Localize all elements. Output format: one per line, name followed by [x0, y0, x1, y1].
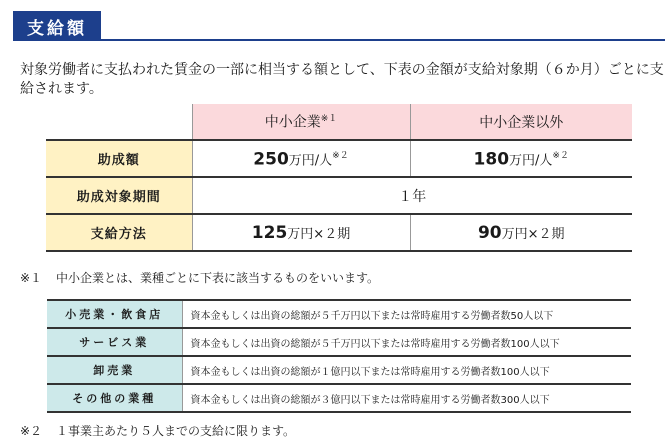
other-subsidy-unit: 万円/人 — [509, 153, 553, 169]
note-2-text: １事業主あたり５人までの支給に限ります。 — [56, 424, 296, 438]
category-cell: 卸売業 — [47, 356, 182, 384]
cell-period: １年 — [192, 177, 632, 214]
other-method-value: 90 — [477, 222, 502, 243]
other-subsidy-value: 180 — [473, 149, 510, 170]
header-empty-cell — [46, 104, 192, 140]
note-mark: ※２ — [332, 150, 349, 161]
header-sme-label: 中小企業 — [264, 114, 321, 131]
cell-other-method — [410, 214, 632, 251]
sme-definition-table — [47, 299, 631, 413]
sme-method-value: 125 — [251, 222, 288, 243]
note-2 — [20, 422, 295, 439]
section-header — [0, 11, 671, 41]
row-label-subsidy: 助成額 — [46, 140, 192, 177]
row-label-period: 助成対象期間 — [46, 177, 192, 214]
subsidy-table — [46, 104, 632, 252]
sme-subsidy-value: 250 — [253, 149, 289, 170]
description-cell: 資本金もしくは出資の総額が３億円以下または常時雇用する労働者数300人以下 — [182, 384, 631, 412]
note-1-text: 中小企業とは、業種ごとに下表に該当するものをいいます。 — [56, 271, 380, 285]
table-row — [47, 328, 631, 356]
note-1-mark: ※１ — [20, 271, 43, 285]
header-sme — [192, 104, 410, 140]
table-row — [47, 356, 631, 384]
description-cell: 資本金もしくは出資の総額が５千万円以下または常時雇用する労働者数50人以下 — [182, 300, 631, 328]
table-header-row — [46, 104, 632, 140]
note-1 — [20, 269, 379, 286]
table-row — [47, 384, 631, 412]
category-cell: その他の業種 — [47, 384, 182, 412]
note-mark: ※２ — [552, 150, 569, 161]
intro-text: 対象労働者に支払われた賃金の一部に相当する額として、下表の金額が支給対象期（６か月）ごとに支給されます。 — [20, 62, 664, 97]
note-mark: ※１ — [320, 114, 338, 125]
cell-sme-method — [192, 214, 410, 251]
cell-sme-subsidy — [192, 140, 410, 177]
description-cell: 資本金もしくは出資の総額が５千万円以下または常時雇用する労働者数100人以下 — [182, 328, 631, 356]
description-cell: 資本金もしくは出資の総額が１億円以下または常時雇用する労働者数100人以下 — [182, 356, 631, 384]
category-cell: サービス業 — [47, 328, 182, 356]
table-row-method — [46, 214, 632, 251]
category-cell: 小売業・飲食店 — [47, 300, 182, 328]
note-2-mark: ※２ — [20, 424, 43, 438]
table-row-subsidy — [46, 140, 632, 177]
row-label-method: 支給方法 — [46, 214, 192, 251]
header-other: 中小企業以外 — [410, 104, 632, 140]
sme-subsidy-unit: 万円/人 — [288, 153, 333, 169]
header-underline — [13, 39, 665, 41]
cell-other-subsidy — [410, 140, 632, 177]
section-title: 支給額 — [13, 11, 101, 41]
other-method-unit: 万円×２期 — [501, 226, 565, 242]
table-row — [47, 300, 631, 328]
sme-method-unit: 万円×２期 — [287, 226, 351, 242]
table-row-period — [46, 177, 632, 214]
